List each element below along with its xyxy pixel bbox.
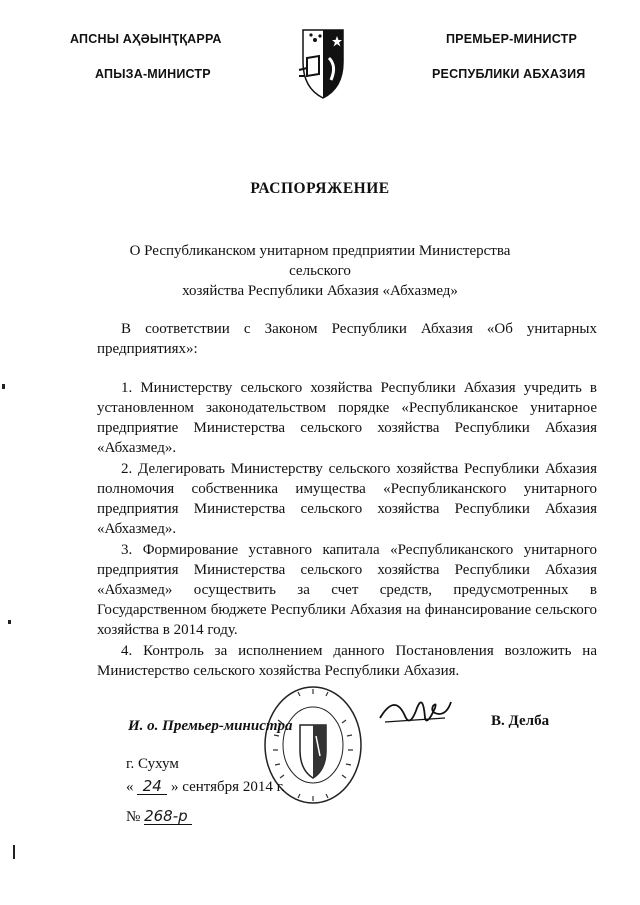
scan-mark xyxy=(13,845,15,859)
signatory-position: И. о. Премьер-министра xyxy=(128,718,293,734)
document-city: г. Сухум xyxy=(126,756,179,772)
header-left-line1: АПСНЫ АҲӘЫНҬҚАРРА xyxy=(70,32,222,46)
document-date xyxy=(126,778,285,796)
order-items xyxy=(97,378,597,682)
date-day: 24 xyxy=(137,778,167,795)
date-open-quote: « xyxy=(126,779,134,795)
signatory-name: В. Делба xyxy=(491,713,550,729)
abkhazia-emblem-icon xyxy=(293,22,353,100)
subject-line-1: О Республиканском унитарном предприятии Министерства сельского xyxy=(129,243,511,279)
document-title: РАСПОРЯЖЕНИЕ xyxy=(250,180,390,197)
document-subject xyxy=(100,241,540,301)
number-prefix: № xyxy=(126,809,141,825)
header-left-line2: АПЫЗА-МИНИСТР xyxy=(95,67,211,81)
order-item-2: 2. Делегировать Министерству сельского хозяйства Республики Абхазия полномочия собственника имущества «Республиканского унитарного предприятия Министерства сельского хозяйства Республики Абхазия «Абхазмед». xyxy=(97,461,597,537)
subject-line-2: хозяйства Республики Абхазия «Абхазмед» xyxy=(182,283,458,299)
document-number xyxy=(126,808,192,826)
preamble-text: В соответствии с Законом Республики Абхазия «Об унитарных предприятиях»: xyxy=(97,321,597,357)
header-right-line2: РЕСПУБЛИКИ АБХАЗИЯ xyxy=(432,67,586,81)
order-item-1: 1. Министерству сельского хозяйства Республики Абхазия учредить в установленном законодательством порядке «Республиканское унитарное предприятие Министерства сельского хозяйства Республики Абхазия «Абхазмед». xyxy=(97,380,597,456)
header-right-line1: ПРЕМЬЕР-МИНИСТР xyxy=(446,32,577,46)
handwritten-signature-icon xyxy=(375,688,455,733)
order-item-4: 4. Контроль за исполнением данного Постановления возложить на Министерство сельского хозяйства Республики Абхазия. xyxy=(97,643,597,679)
preamble xyxy=(97,319,597,359)
number-value: 268-р xyxy=(144,808,192,825)
scan-mark xyxy=(8,620,11,624)
date-rest: » сентября 2014 г. xyxy=(171,779,285,795)
scan-mark xyxy=(2,384,5,389)
order-item-3: 3. Формирование уставного капитала «Республиканского унитарного предприятия Министерства сельского хозяйства Республики Абхазия «Абхазмед» осуществить за счет средств, предусмотренных в Государственном бюджете Республики Абхазия на финансирование сельского хозяйства в 2014 году. xyxy=(97,542,597,638)
